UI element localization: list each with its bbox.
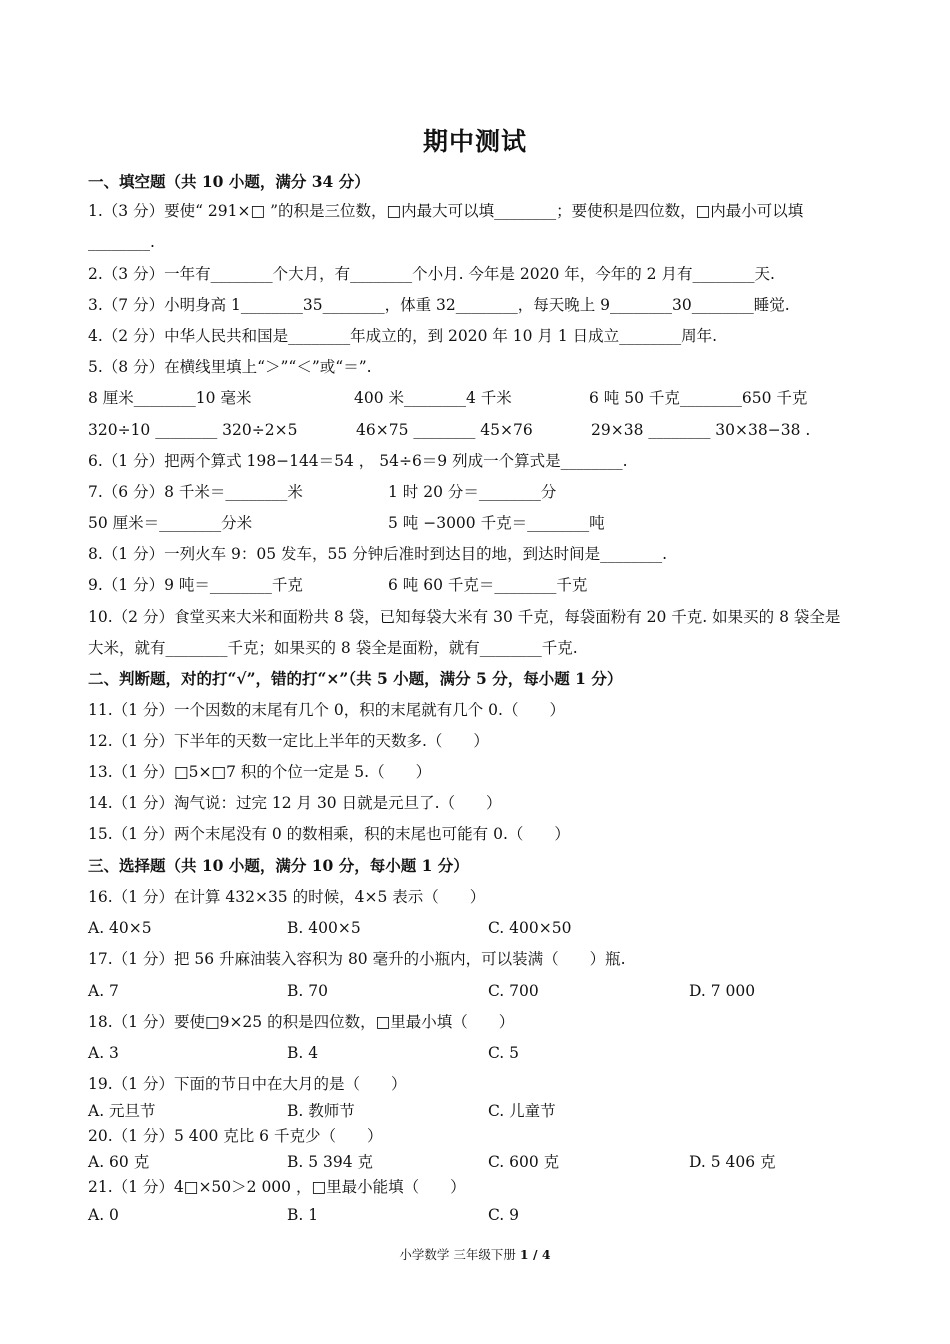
footer-label: 小学数学 三年级下册 — [399, 1247, 516, 1262]
question-2: 2.（3 分）一年有________个大月，有________个小月. 今年是 2020 年，今年的 2 月有________天. — [88, 265, 775, 283]
page-footer — [0, 1245, 950, 1263]
option: B. 400×5 — [287, 919, 361, 937]
q5-item: 8 厘米________10 毫米 — [88, 389, 252, 407]
option: A. 60 克 — [88, 1153, 150, 1171]
q5-item: 46×75 ________ 45×76 — [356, 421, 533, 439]
section-heading-fill-blank: 一、填空题（共 10 小题，满分 34 分） — [88, 172, 370, 191]
q7-item: 1 时 20 分＝________分 — [388, 483, 557, 501]
question-17: 17.（1 分）把 56 升麻油装入容积为 80 毫升的小瓶内，可以装满（ ）瓶. — [88, 950, 626, 968]
question-19: 19.（1 分）下面的节日中在大月的是（ ） — [88, 1075, 407, 1093]
option: C. 700 — [488, 982, 539, 1000]
question-1-continued: ________. — [88, 233, 155, 251]
option: B. 教师节 — [287, 1102, 355, 1120]
section-heading-true-false: 二、判断题，对的打“√”，错的打“×”（共 5 小题，满分 5 分，每小题 1 分） — [88, 669, 623, 688]
question-15: 15.（1 分）两个末尾没有 0 的数相乘，积的末尾也可能有 0.（ ） — [88, 825, 570, 843]
section-heading-multiple-choice: 三、选择题（共 10 小题，满分 10 分，每小题 1 分） — [88, 856, 469, 875]
q5-item: 320÷10 ________ 320÷2×5 — [88, 421, 298, 439]
option: B. 70 — [287, 982, 328, 1000]
option: A. 元旦节 — [88, 1102, 156, 1120]
option: C. 5 — [488, 1044, 520, 1062]
option: A. 0 — [88, 1206, 119, 1224]
option: C. 儿童节 — [488, 1102, 556, 1120]
q7-item: 50 厘米＝________分米 — [88, 514, 253, 532]
option: A. 7 — [88, 982, 119, 1000]
q5-item: 400 米________4 千米 — [354, 389, 512, 407]
option: D. 5 406 克 — [689, 1153, 776, 1171]
option: C. 600 克 — [488, 1153, 560, 1171]
question-10: 10.（2 分）食堂买来大米和面粉共 8 袋，已知每袋大米有 30 千克，每袋面粉有 20 千克. 如果买的 8 袋全是 — [88, 608, 841, 626]
page-title: 期中测试 — [422, 127, 527, 156]
question-5: 5.（8 分）在横线里填上“＞”“＜”或“＝”. — [88, 358, 372, 376]
option: B. 1 — [287, 1206, 319, 1224]
question-12: 12.（1 分）下半年的天数一定比上半年的天数多.（ ） — [88, 732, 489, 750]
question-20: 20.（1 分）5 400 克比 6 千克少（ ） — [88, 1127, 383, 1145]
question-18: 18.（1 分）要使□9×25 的积是四位数，□里最小填（ ） — [88, 1013, 515, 1031]
question-14: 14.（1 分）淘气说：过完 12 月 30 日就是元旦了.（ ） — [88, 794, 502, 812]
option: D. 7 000 — [689, 982, 756, 1000]
q5-item: 6 吨 50 千克________650 千克 — [589, 389, 808, 407]
question-21: 21.（1 分）4□×50＞2 000 ，□里最小能填（ ） — [88, 1178, 466, 1196]
option: C. 400×50 — [488, 919, 572, 937]
question-11: 11.（1 分）一个因数的末尾有几个 0，积的末尾就有几个 0.（ ） — [88, 701, 565, 719]
q9-item: 9.（1 分）9 吨＝________千克 — [88, 576, 303, 594]
question-6: 6.（1 分）把两个算式 198−144＝54 ， 54÷6＝9 列成一个算式是________. — [88, 452, 628, 470]
question-3: 3.（7 分）小明身高 1________35________，体重 32________，每天晚上 9________30________睡觉. — [88, 296, 790, 314]
q9-item: 6 吨 60 千克＝________千克 — [388, 576, 588, 594]
question-10-continued: 大米，就有________千克；如果买的 8 袋全是面粉，就有________千克. — [88, 639, 578, 657]
option: A. 40×5 — [88, 919, 152, 937]
q5-item: 29×38 ________ 30×38−38 . — [591, 421, 811, 439]
question-13: 13.（1 分）□5×□7 积的个位一定是 5.（ ） — [88, 763, 432, 781]
q7-item: 5 吨 −3000 千克＝________吨 — [388, 514, 605, 532]
question-8: 8.（1 分）一列火车 9：05 发车，55 分钟后准时到达目的地，到达时间是________. — [88, 545, 668, 563]
option: A. 3 — [88, 1044, 119, 1062]
page-number: 1 / 4 — [519, 1247, 551, 1262]
question-1: 1.（3 分）要使“ 291×□ ”的积是三位数，□内最大可以填________；要使积是四位数，□内最小可以填 — [88, 202, 804, 220]
question-16: 16.（1 分）在计算 432×35 的时候，4×5 表示（ ） — [88, 888, 486, 906]
option: B. 5 394 克 — [287, 1153, 374, 1171]
q7-item: 7.（6 分）8 千米＝________米 — [88, 483, 303, 501]
question-4: 4.（2 分）中华人民共和国是________年成立的，到 2020 年 10 月 1 日成立________周年. — [88, 327, 718, 345]
option: C. 9 — [488, 1206, 520, 1224]
option: B. 4 — [287, 1044, 319, 1062]
